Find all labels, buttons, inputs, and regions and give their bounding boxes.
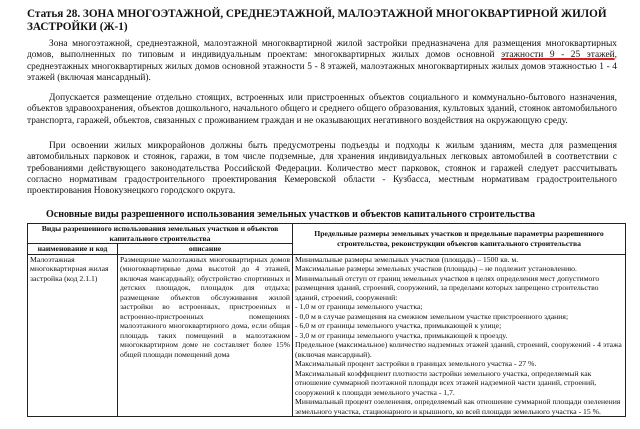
- section-title: Основные виды разрешенного использования земельных участков и объектов капитального строительства: [46, 209, 536, 220]
- cell-parameters: [293, 254, 626, 417]
- param-line: Максимальный процент застройки в границах земельного участка - 27 %.: [295, 359, 537, 368]
- table-row: [28, 254, 626, 417]
- param-line: Минимальные размеры земельных участков (площадь) – 1500 кв. м.: [295, 254, 519, 264]
- param-line: Минимальный процент озеленения, определяемый как отношение суммарной площади озеленения земельного участка, стационарного и крышного, ко всей площади земельного участка - 15 %.: [295, 397, 621, 416]
- param-line: - 6,0 м от границы земельного участка, примыкающей к улице;: [295, 321, 502, 330]
- param-line: Предельное (максимальное) количество надземных этажей зданий, строений, сооружений - 4 этажа (включая мансардный).: [295, 340, 622, 359]
- paragraph-1-end: , среднеэтажных многоквартирных жилых домов основной этажности 5 - 8 этажей, малоэтажных многоквартирных жилых домов этажностью 1 - 4 этажей (включая мансардный).: [27, 50, 617, 83]
- header-description: описание: [118, 244, 293, 255]
- param-line: - 1,0 м от границы земельного участка;: [295, 302, 423, 311]
- table-header-row: [28, 224, 626, 244]
- zoning-table: [27, 223, 626, 417]
- paragraph-2-text: Допускается размещение отдельно стоящих, встроенных или пристроенных объектов социального и коммунально-бытового назначения, объектов здравоохранения, объектов дошкольного, начального общего и среднего общего образования, культовых зданий, стоянок автомобильного транспорта, гаражей, объектов, связанных с проживанием граждан и не оказывающих негативного воздействия на окружающую среду.: [27, 93, 617, 126]
- cell-use-description: Размещение малоэтажных многоквартирных домов (многоквартирные дома высотой до 4 этажей, включая мансардный); обустройство спортивных и детских площадок, площадок для отдыха; размещение объектов обслуживания жилой застройки во встроенных, пристроенных и встроенно-пристроенных помещениях малоэтажного многоквартирного дома, если общая площадь таких помещений в малоэтажном многоквартирном доме не составляет более 15% общей площади помещений дома: [118, 254, 293, 417]
- cell-use-name: Малоэтажная многоквартирная жилая застройка (код 2.1.1): [28, 254, 118, 417]
- paragraph-permitted-objects: [27, 93, 617, 127]
- param-line: - 0,0 м в случае размещения на смежном земельном участке пристроенного здания;: [295, 311, 569, 321]
- paragraph-parking: [27, 141, 617, 197]
- param-line: Максимальный коэффициент плотности застройки земельного участка, определяемый как отношение суммарной поэтажной площади всех этажей надземной части зданий, строений, сооружений к площади земельного участка - 1,7.: [295, 368, 597, 397]
- header-name-code: наименование и код: [28, 244, 118, 255]
- paragraph-3-text: При освоении жилых микрорайонов должны быть предусмотрены подъезды и подходы к жилым зданиям, места для размещения автомобильных парковок и стоянок, гаражи, в том числе подземные, для хранения индивидуальных легковых автомобилей в соответствии с требованиями действующего законодательства Российской Федерации. Количество мест парковок, стоянок и гаражей следует рассчитывать согласно нормативам градостроительного проектирования Кемеровской области - Кузбасса, местным нормативам градостроительного проектирования Новокузнецкого городского округа.: [27, 141, 617, 197]
- param-line: Максимальные размеры земельных участков (площадь) – не подлежит установлению.: [295, 264, 577, 273]
- floors-highlight: этажности 9 - 25 этажей: [501, 50, 615, 61]
- article-title: Статья 28. ЗОНА МНОГОЭТАЖНОЙ, СРЕДНЕЭТАЖНОЙ, МАЛОЭТАЖНОЙ МНОГОКВАРТИРНОЙ ЖИЛОЙ ЗАСТРОЙКИ (Ж-1): [27, 8, 607, 33]
- paragraph-1-start: Зона многоэтажной, среднеэтажной, малоэтажной многоквартирной жилой застройки предназначена для размещения многоквартирных домов, выполненных по типовым и индивидуальным проектам: многоквартирных жилых домов основной: [27, 39, 617, 61]
- param-line: - 3,0 м от границы земельного участка, примыкающей к проезду.: [295, 330, 508, 340]
- header-use-types: Виды разрешенного использования земельных участков и объектов капитального строительства: [28, 224, 293, 244]
- paragraph-zone-purpose: [27, 39, 617, 84]
- header-parameters: Предельные размеры земельных участков и предельные параметры разрешенного строительства, реконструкции объектов капитального строительства: [293, 224, 626, 255]
- param-line: Минимальный отступ от границ земельных участков в целях определения мест допустимого размещения зданий, строений, сооружений, за пределами которых запрещено строительство зданий, строений, сооружений:: [295, 273, 600, 302]
